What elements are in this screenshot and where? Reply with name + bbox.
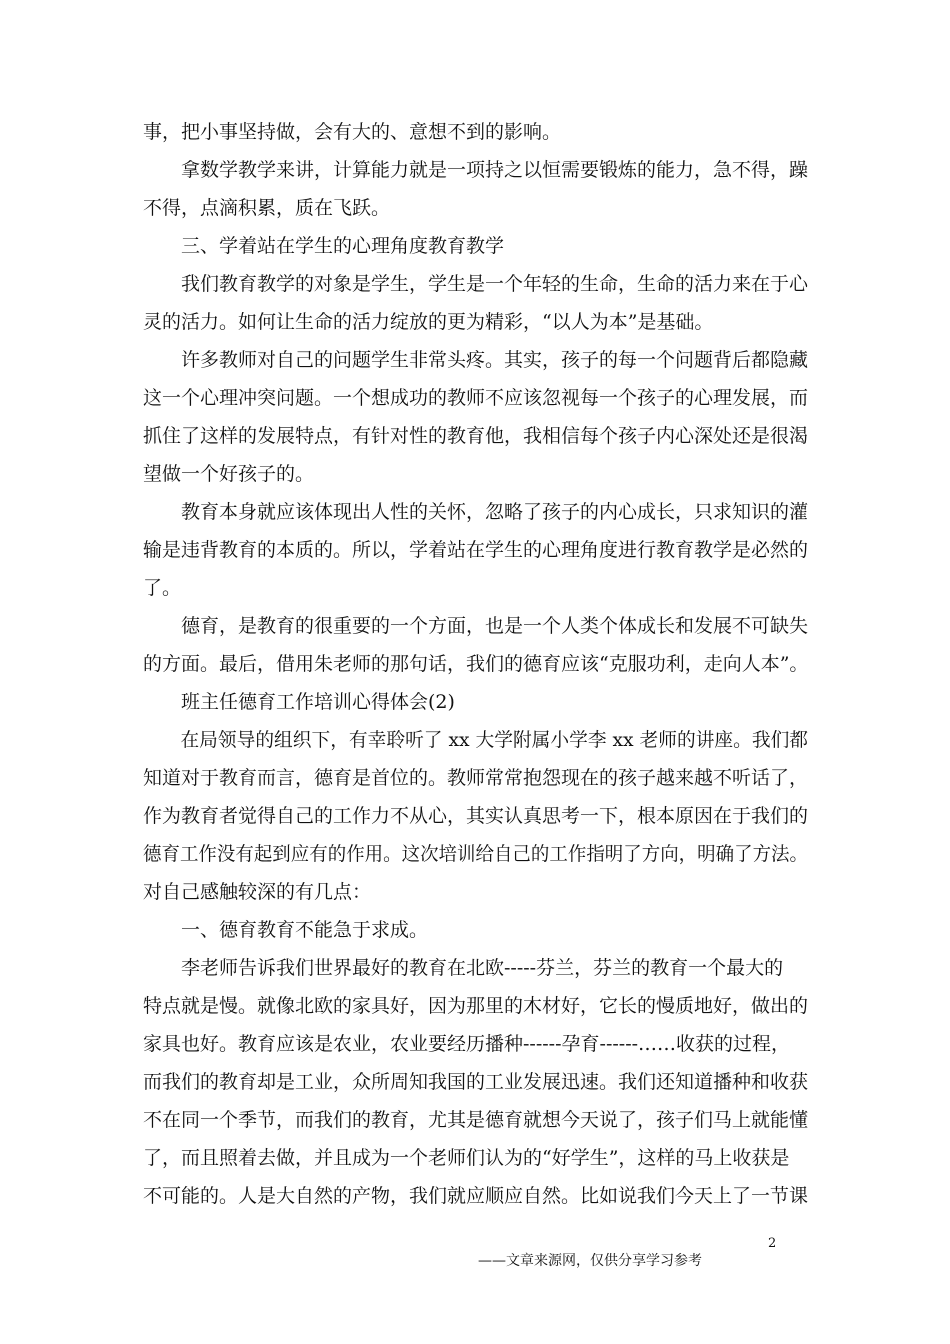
text-line: 而我们的教育却是工业，众所周知我国的工业发展迅速。我们还知道播种和收获: [143, 1071, 809, 1093]
text-line: 的方面。最后，借用朱老师的那句话，我们的德育应该“克服功利，走向人本”。: [143, 653, 809, 675]
text-line: 知道对于教育而言，德育是首位的。教师常常抱怨现在的孩子越来越不听话了，: [143, 767, 809, 789]
text-line: 拿数学教学来讲，计算能力就是一项持之以恒需要锻炼的能力，急不得，躁: [143, 159, 809, 181]
text-line: 不得，点滴积累，质在飞跃。: [143, 197, 391, 219]
text-line: 特点就是慢。就像北欧的家具好，因为那里的木材好，它长的慢质地好，做出的: [143, 995, 809, 1017]
section-heading: 一、德育教育不能急于求成。: [143, 919, 429, 941]
text-line: 许多教师对自己的问题学生非常头疼。其实，孩子的每一个问题背后都隐藏: [143, 349, 809, 371]
text-line: 不在同一个季节，而我们的教育，尤其是德育就想今天说了，孩子们马上就能懂: [143, 1109, 809, 1131]
page-number: 2: [768, 1236, 777, 1251]
text-line: 在局领导的组织下，有幸聆听了 xx 大学附属小学李 xx 老师的讲座。我们都: [143, 729, 809, 751]
text-line: 了。: [143, 577, 182, 599]
text-line: 我们教育教学的对象是学生，学生是一个年轻的生命，生命的活力来在于心: [143, 273, 809, 295]
text-line: 不可能的。人是大自然的产物，我们就应顺应自然。比如说我们今天上了一节课: [143, 1185, 809, 1207]
text-line: 家具也好。教育应该是农业，农业要经历播种------孕育------……收获的过程，: [143, 1033, 791, 1055]
text-line: 作为教育者觉得自己的工作力不从心，其实认真思考一下，根本原因在于我们的: [143, 805, 809, 827]
text-line: 了，而且照着去做，并且成为一个老师们认为的“好学生”，这样的马上收获是: [143, 1147, 790, 1169]
text-line: 这一个心理冲突问题。一个想成功的教师不应该忽视每一个孩子的心理发展，而: [143, 387, 809, 409]
footer-note: ——文章来源网，仅供分享学习参考: [478, 1253, 702, 1269]
text-line: 教育本身就应该体现出人性的关怀，忽略了孩子的内心成长，只求知识的灌: [143, 501, 809, 523]
text-line: 灵的活力。如何让生命的活力绽放的更为精彩，“以人为本”是基础。: [143, 311, 714, 333]
text-line: 德育工作没有起到应有的作用。这次培训给自己的工作指明了方向，明确了方法。: [143, 843, 808, 865]
text-line: 对自己感触较深的有几点：: [143, 881, 372, 903]
text-line: 抓住了这样的发展特点，有针对性的教育他，我相信每个孩子内心深处还是很渴: [143, 425, 809, 447]
section-heading: 三、学着站在学生的心理角度教育教学: [143, 235, 505, 257]
text-line: 事，把小事坚持做，会有大的、意想不到的影响。: [143, 121, 562, 143]
text-line: 德育，是教育的很重要的一个方面，也是一个人类个体成长和发展不可缺失: [143, 615, 809, 637]
text-line: 李老师告诉我们世界最好的教育在北欧-----芬兰，芬兰的教育一个最大的: [143, 957, 784, 979]
text-line: 输是违背教育的本质的。所以，学着站在学生的心理角度进行教育教学是必然的: [143, 539, 809, 561]
section-heading: 班主任德育工作培训心得体会(2): [143, 691, 455, 713]
text-line: 望做一个好孩子的。: [143, 463, 315, 485]
